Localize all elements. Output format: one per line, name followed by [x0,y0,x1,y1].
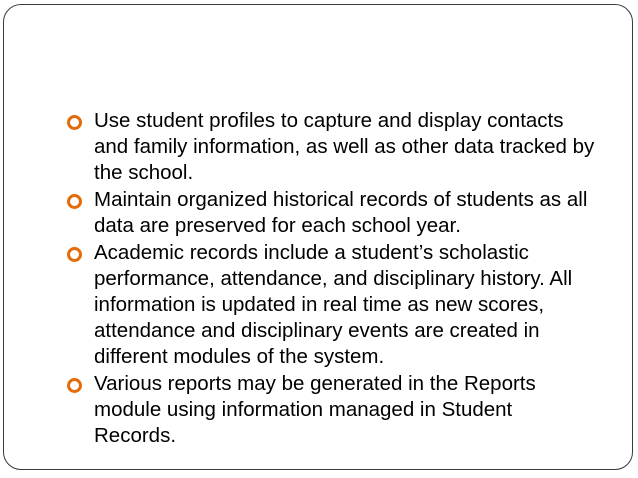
circle-bullet-icon [67,378,82,393]
bullet-text: Various reports may be generated in the Reports module using information managed in Student Records. [94,372,536,447]
bullet-item [67,371,597,449]
bullet-text: Maintain organized historical records of students as all data are preserved for each school year. [94,188,588,237]
slide-frame [3,4,633,470]
bullet-text: Use student profiles to capture and display contacts and family information, as well as other data tracked by the school. [94,109,595,184]
circle-bullet-icon [67,247,82,262]
bullet-text: Academic records include a student’s scholastic performance, attendance, and disciplinary history. All information is updated in real time as new scores, attendance and disciplinary events are created in different modules of the system. [94,241,573,368]
bullet-item [67,108,597,186]
circle-bullet-icon [67,194,82,209]
bullet-item [67,240,597,370]
bullet-item [67,187,597,239]
circle-bullet-icon [67,115,82,130]
bullet-list [67,108,597,450]
